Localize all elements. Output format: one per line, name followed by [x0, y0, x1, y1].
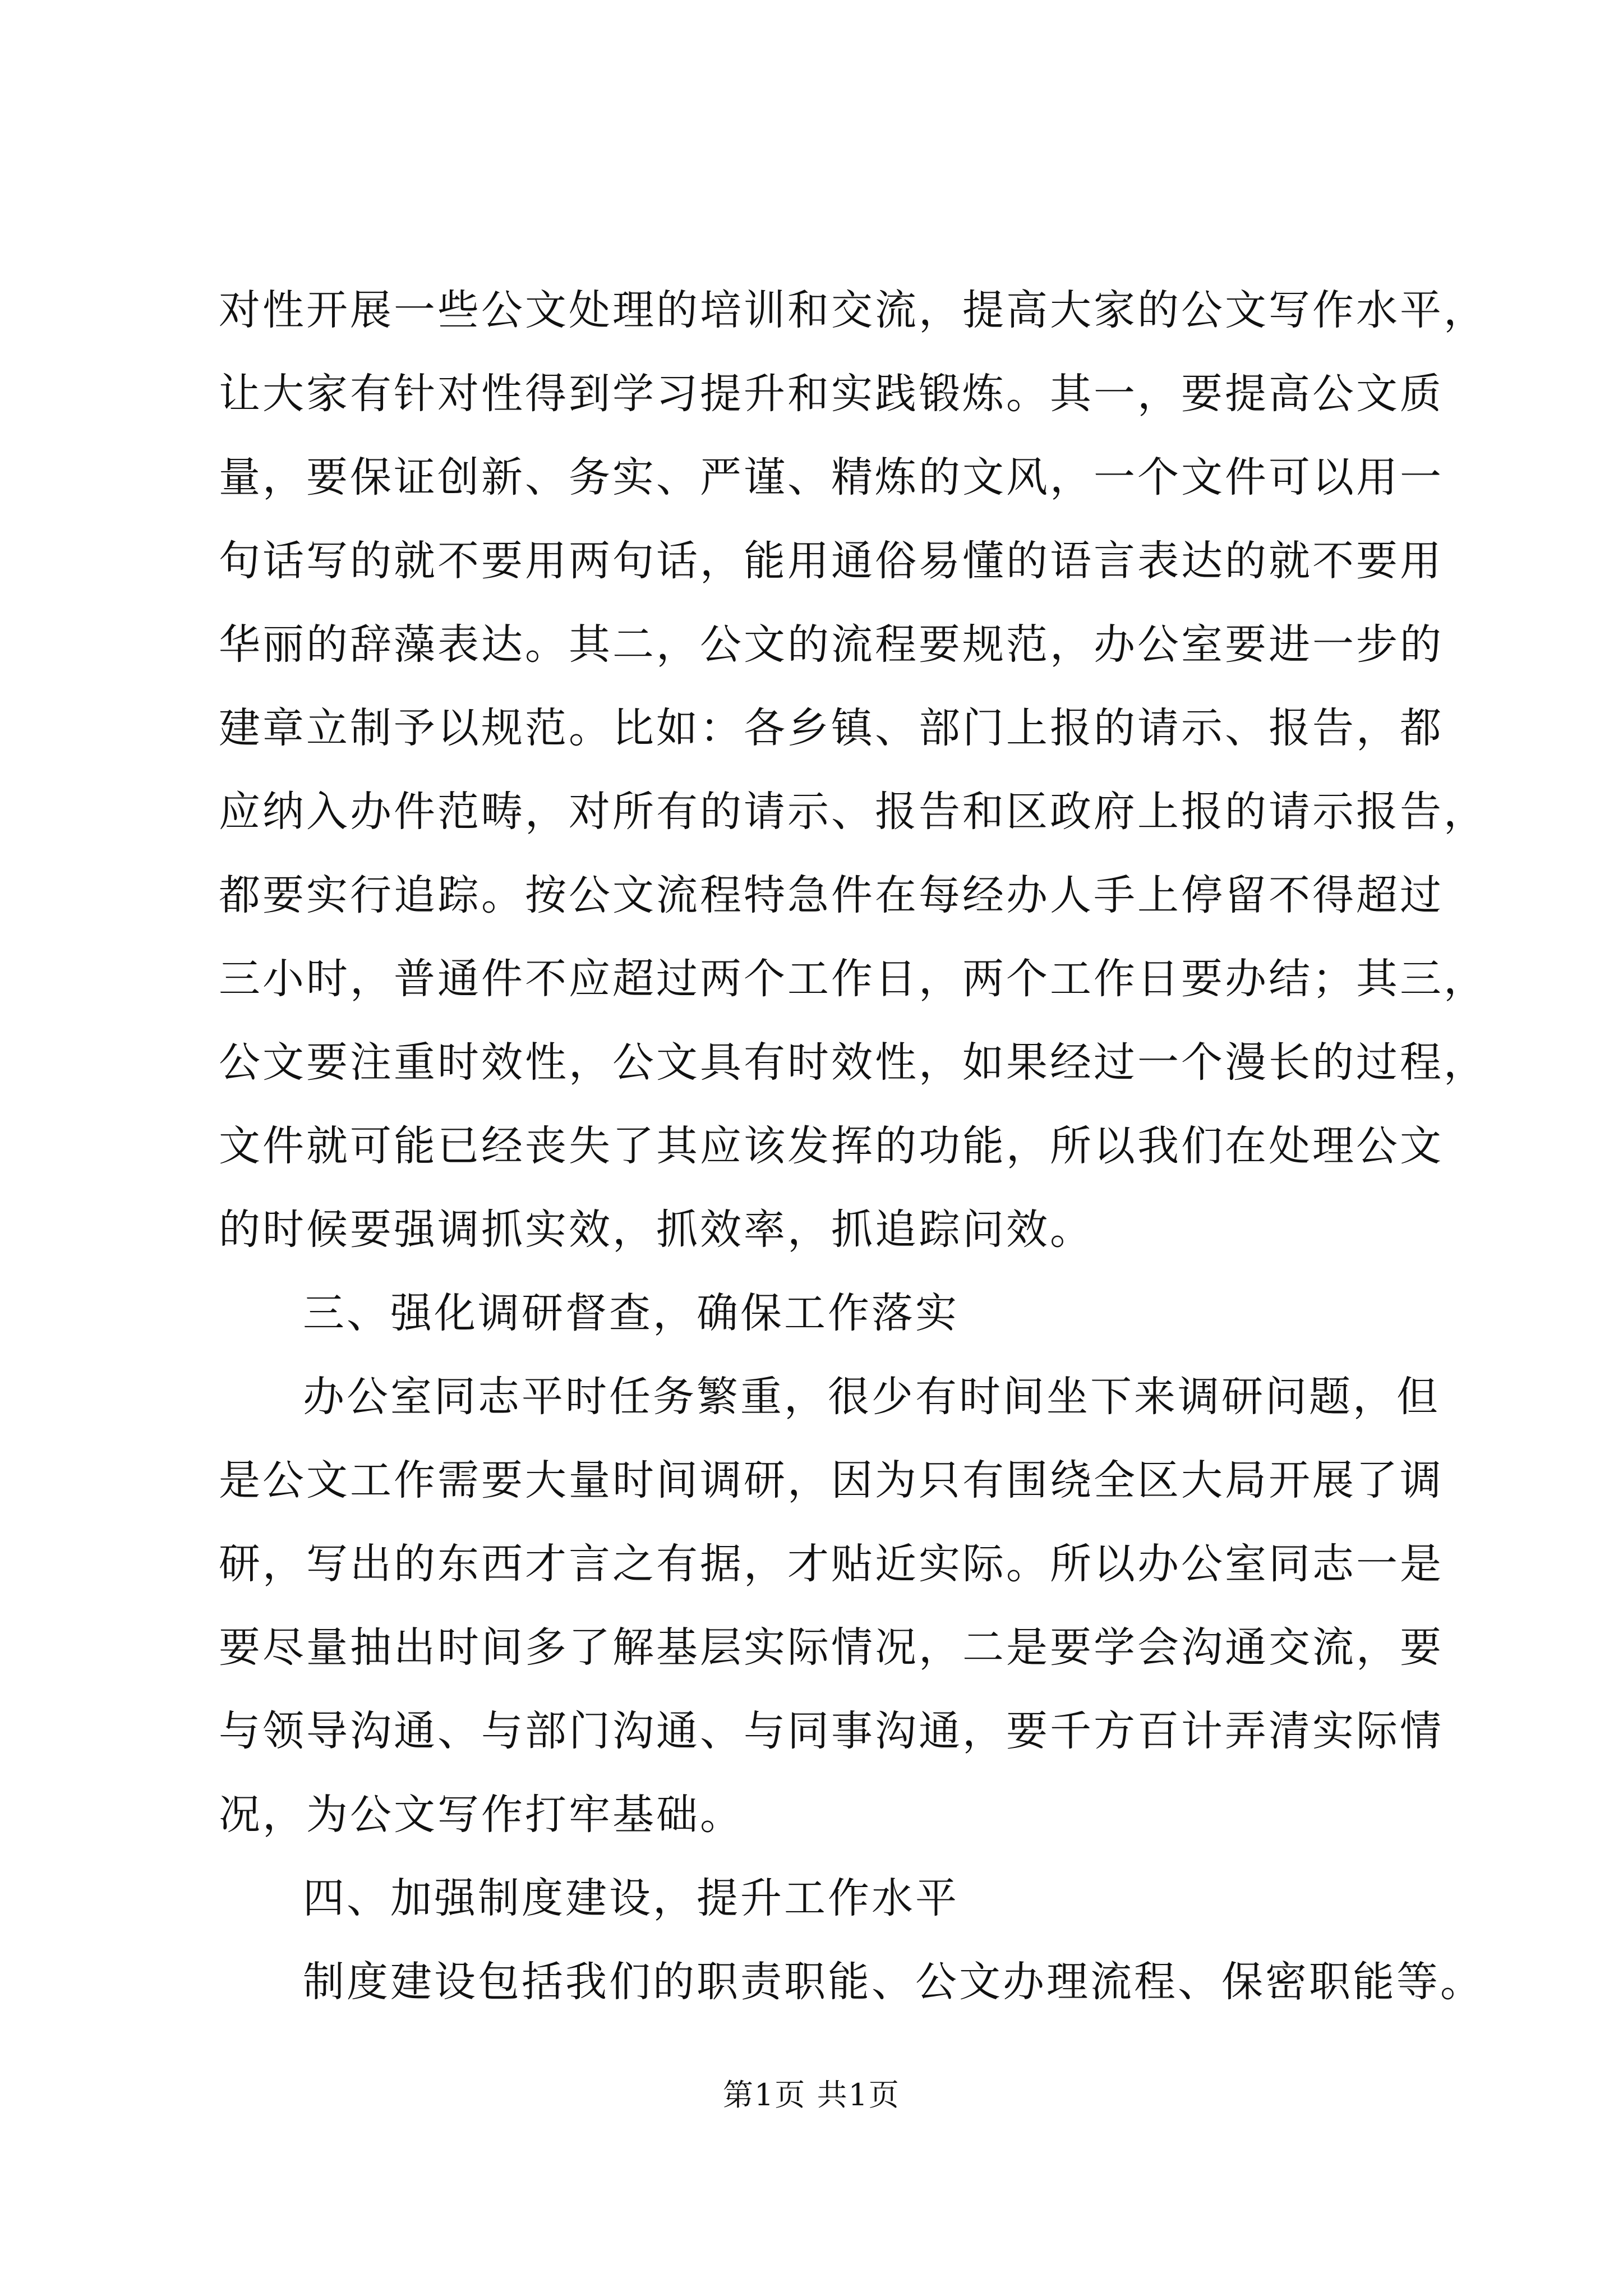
body-line: 句话写的就不要用两句话，能用通俗易懂的语言表达的就不要用	[219, 537, 1444, 585]
body-line: 要尽量抽出时间多了解基层实际情况，二是要学会沟通交流，要	[219, 1623, 1444, 1672]
body-line: 文件就可能已经丧失了其应该发挥的功能，所以我们在处理公文	[219, 1122, 1444, 1170]
body-line: 量，要保证创新、务实、严谨、精炼的文风，一个文件可以用一	[219, 453, 1444, 501]
body-line: 研，写出的东西才言之有据，才贴近实际。所以办公室同志一是	[219, 1540, 1444, 1588]
body-line: 对性开展一些公文处理的培训和交流，提高大家的公文写作水平，	[219, 286, 1487, 334]
body-line: 华丽的辞藻表达。其二，公文的流程要规范，办公室要进一步的	[219, 620, 1444, 669]
body-line: 公文要注重时效性，公文具有时效性，如果经过一个漫长的过程，	[219, 1038, 1487, 1087]
section-heading: 三、强化调研督查，确保工作落实	[303, 1289, 959, 1337]
body-line: 应纳入办件范畴，对所有的请示、报告和区政府上报的请示报告，	[219, 788, 1487, 836]
body-line: 三小时，普通件不应超过两个工作日，两个工作日要办结；其三，	[219, 955, 1487, 1003]
body-line: 建章立制予以规范。比如：各乡镇、部门上报的请示、报告，都	[219, 704, 1444, 752]
body-line: 办公室同志平时任务繁重，很少有时间坐下来调研问题，但	[303, 1373, 1440, 1421]
body-line: 况，为公文写作打牢基础。	[219, 1791, 744, 1839]
body-line: 与领导沟通、与部门沟通、与同事沟通，要千方百计弄清实际情	[219, 1707, 1444, 1755]
body-line: 的时候要强调抓实效，抓效率，抓追踪问效。	[219, 1205, 1094, 1254]
body-line: 让大家有针对性得到学习提升和实践锻炼。其一，要提高公文质	[219, 370, 1444, 418]
body-line: 制度建设包括我们的职责职能、公文办理流程、保密职能等。	[303, 1958, 1484, 2006]
body-line: 都要实行追踪。按公文流程特急件在每经办人手上停留不得超过	[219, 871, 1444, 919]
body-line: 是公文工作需要大量时间调研，因为只有围绕全区大局开展了调	[219, 1456, 1444, 1504]
page-footer: 第1页 共1页	[723, 2077, 900, 2113]
section-heading: 四、加强制度建设，提升工作水平	[303, 1874, 959, 1922]
